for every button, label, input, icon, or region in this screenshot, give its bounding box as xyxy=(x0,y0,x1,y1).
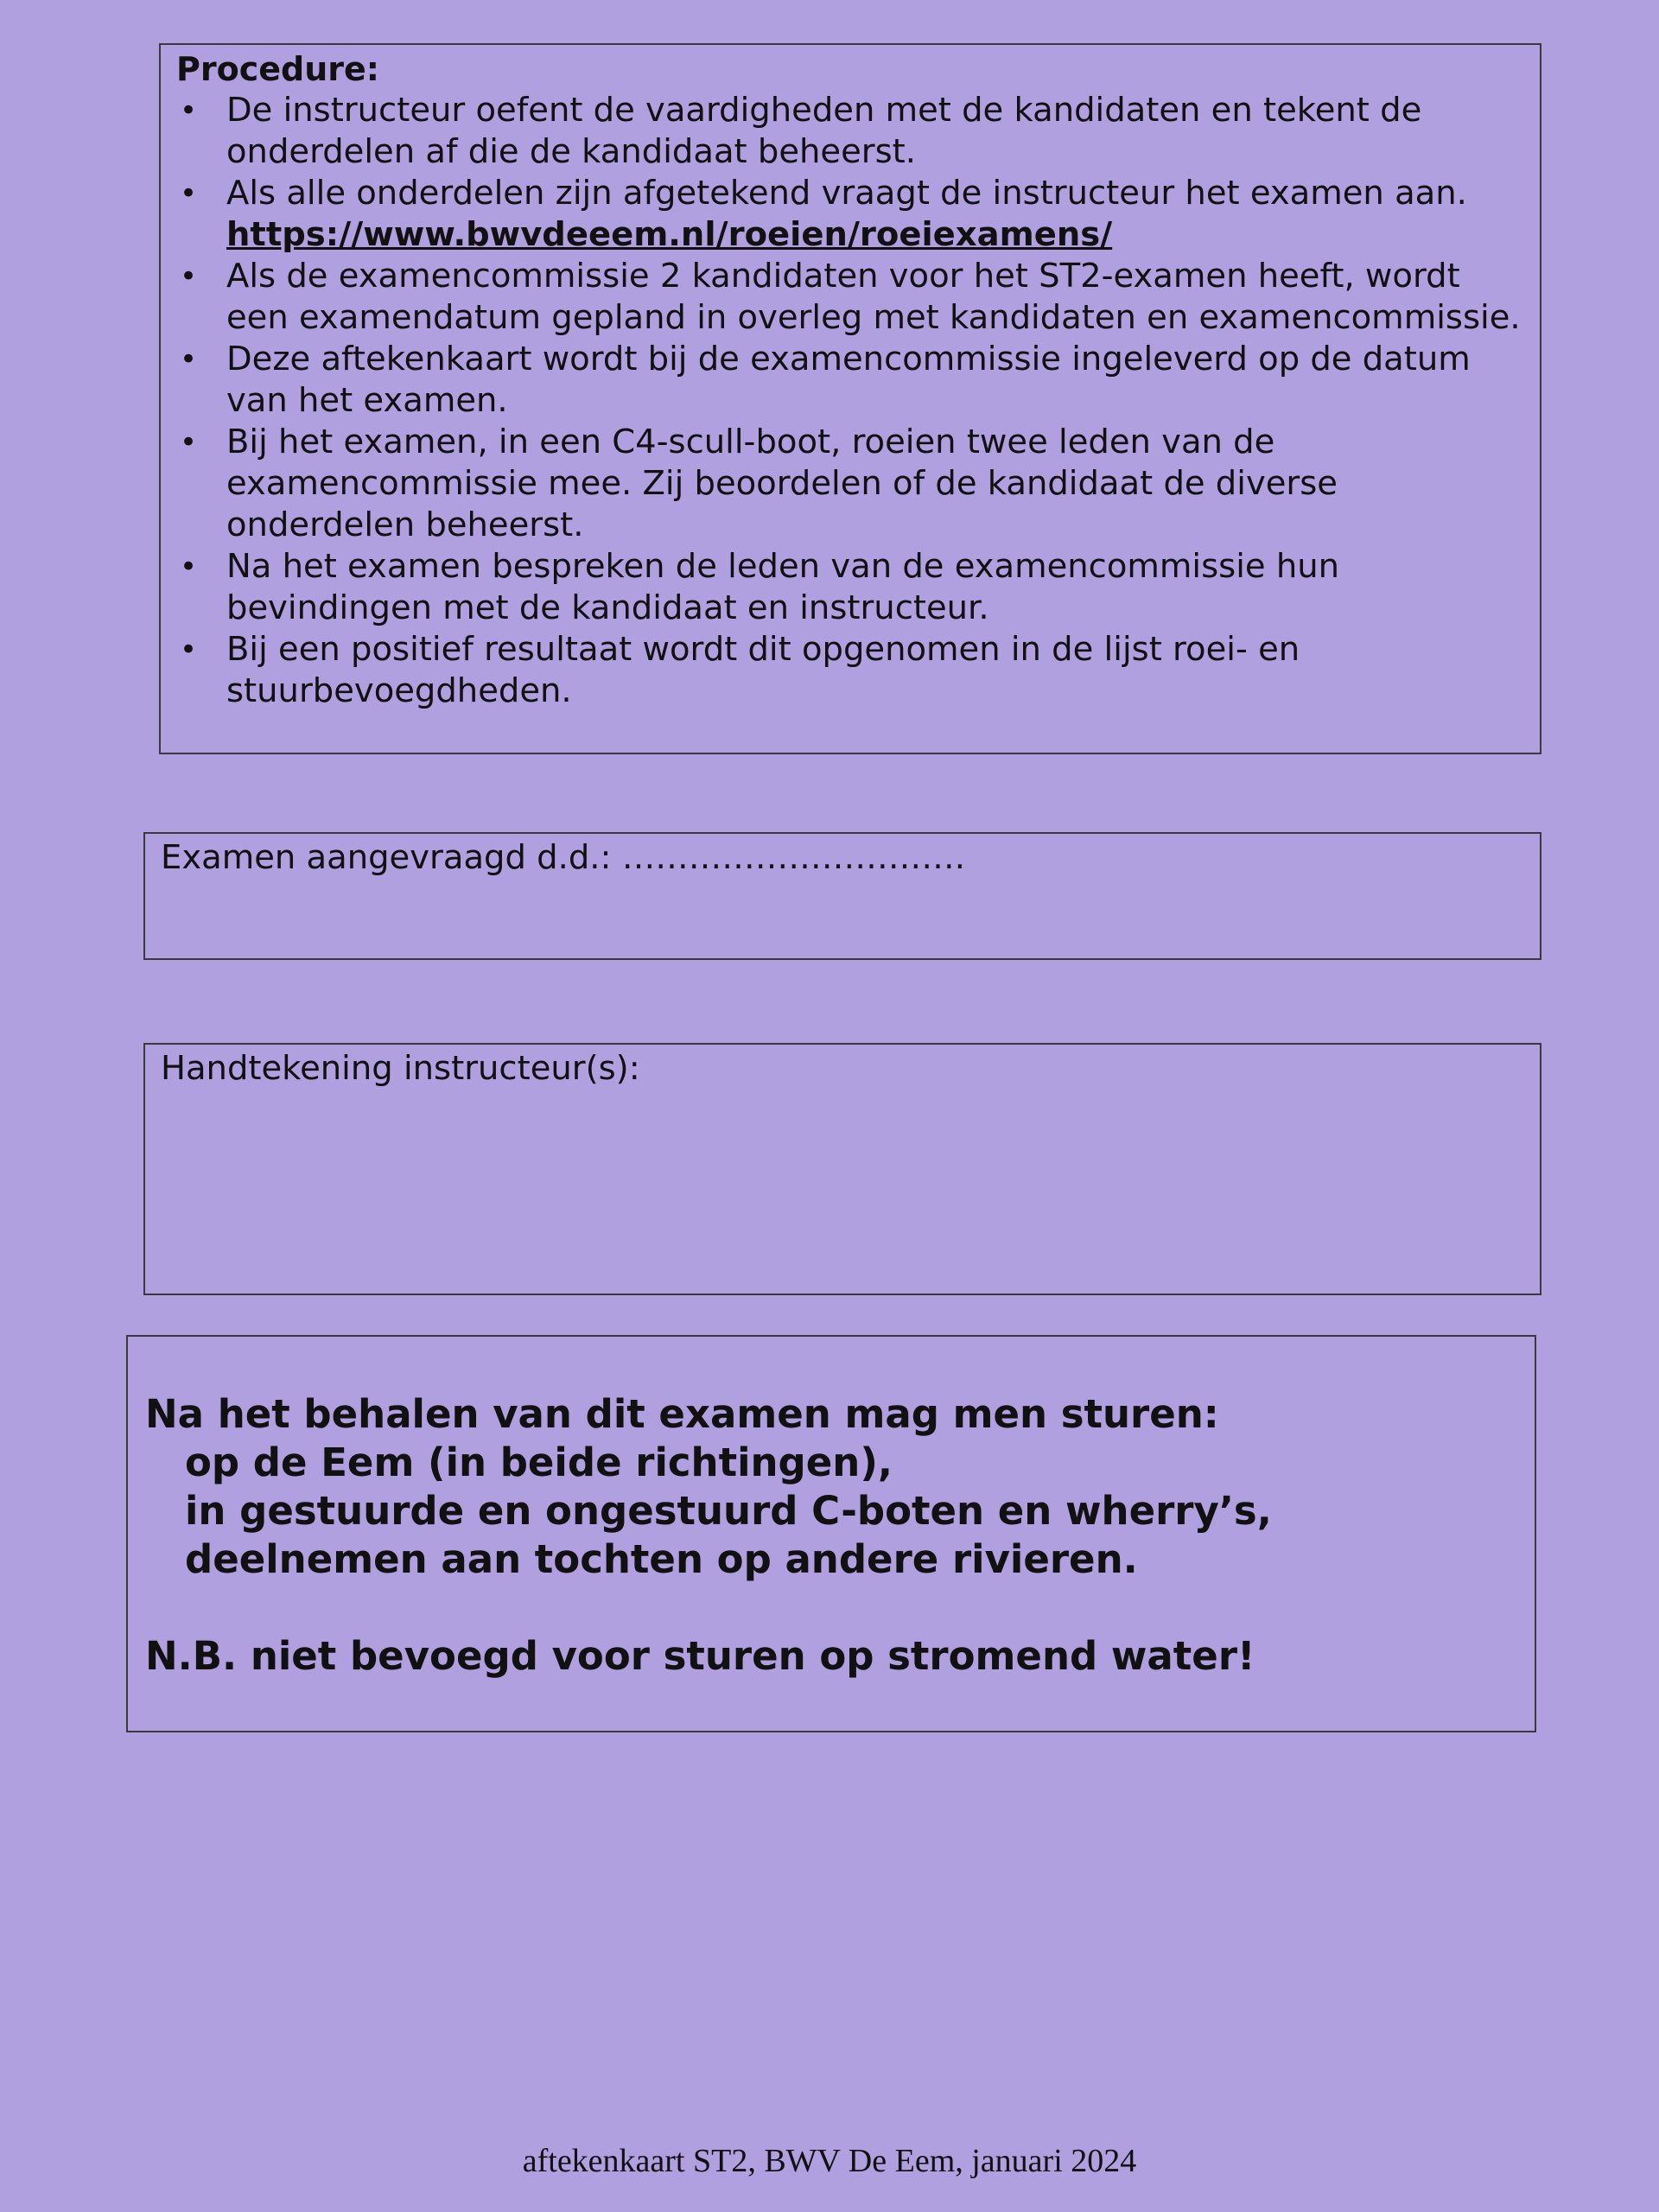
procedure-item-text: De instructeur oefent de vaardigheden met de kandidaten en tekent de onderdelen af die de kandidaat beheerst. xyxy=(226,91,1422,171)
steering-rights-box xyxy=(126,1335,1536,1732)
procedure-item-text: Na het examen bespreken de leden van de examencommissie hun bevindingen met de kandidaat en instructeur. xyxy=(226,547,1340,627)
exam-request-label: Examen aangevraagd d.d.: …………………………. xyxy=(161,838,965,877)
rights-intro: Na het behalen van dit examen mag men sturen: xyxy=(145,1391,1219,1437)
procedure-item xyxy=(176,90,1524,173)
procedure-item-text: Bij een positief resultaat wordt dit opgenomen in de lijst roei- en stuurbevoegdheden. xyxy=(226,630,1300,710)
rights-item: deelnemen aan tochten op andere rivieren. xyxy=(185,1536,1138,1582)
procedure-item-text: Bij het examen, in een C4-scull-boot, roeien twee leden van de examencommissie mee. Zij beoordelen of de kandidaat de diverse onderdelen beheerst. xyxy=(226,423,1338,544)
signature-label: Handtekening instructeur(s): xyxy=(161,1049,640,1088)
procedure-item xyxy=(176,546,1524,629)
procedure-box xyxy=(159,43,1541,754)
bullet-icon: • xyxy=(180,176,198,211)
bullet-icon: • xyxy=(180,632,198,667)
bullet-icon: • xyxy=(180,550,198,584)
bullet-icon: • xyxy=(180,259,198,294)
procedure-item-text: Deze aftekenkaart wordt bij de examencommissie ingeleverd op de datum van het examen. xyxy=(226,340,1471,420)
procedure-item xyxy=(176,422,1524,546)
page-footer: aftekenkaart ST2, BWV De Eem, januari 2024 xyxy=(522,2143,1137,2179)
rights-item: in gestuurde en ongestuurd C-boten en wherry’s, xyxy=(185,1488,1272,1534)
procedure-item xyxy=(176,256,1524,339)
bullet-icon: • xyxy=(180,342,198,377)
rights-list xyxy=(145,1439,1535,1584)
procedure-item xyxy=(176,173,1524,256)
exam-request-field[interactable] xyxy=(143,832,1541,960)
procedure-heading: Procedure: xyxy=(176,50,379,88)
procedure-list xyxy=(176,90,1524,712)
procedure-item-text: Als de examencommissie 2 kandidaten voor het ST2-examen heeft, wordt een examendatum gepland in overleg met kandidaten en examencommissie. xyxy=(226,257,1521,337)
bullet-icon: • xyxy=(180,93,198,128)
exam-info-link[interactable]: https://www.bwvdeeem.nl/roeien/roeiexamens/ xyxy=(226,215,1113,254)
bullet-icon: • xyxy=(180,425,198,460)
rights-note: N.B. niet bevoegd voor sturen op stromend water! xyxy=(145,1633,1255,1679)
procedure-item xyxy=(176,629,1524,712)
procedure-item xyxy=(176,339,1524,422)
procedure-item-text: Als alle onderdelen zijn afgetekend vraagt de instructeur het examen aan. xyxy=(226,174,1467,213)
rights-item: op de Eem (in beide richtingen), xyxy=(185,1440,893,1485)
instructor-signature-field[interactable] xyxy=(143,1043,1541,1295)
